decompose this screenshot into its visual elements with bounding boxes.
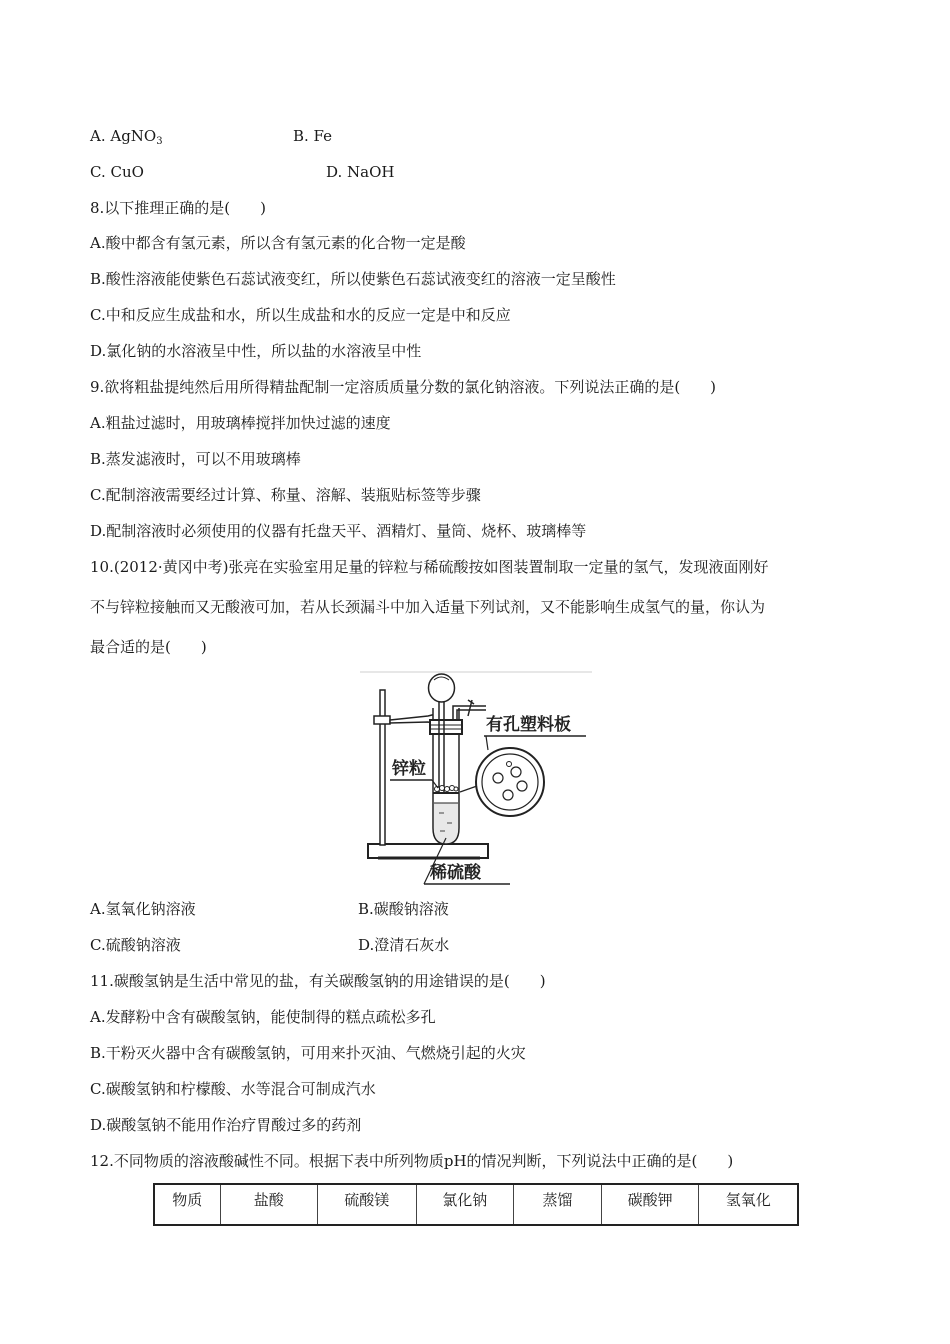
q11-option-b: B.干粉灭火器中含有碳酸氢钠，可用来扑灭油、气燃烧引起的火灾 — [90, 1044, 526, 1062]
q10-option-d: D.澄清石灰水 — [358, 936, 450, 954]
table-header-cell: 碳酸钾 — [601, 1184, 699, 1225]
q10-stem-line2: 不与锌粒接触而又无酸液可加，若从长颈漏斗中加入适量下列试剂，又不能影响生成氢气的量，你认为 — [90, 598, 766, 616]
q9-stem: 9.欲将粗盐提纯然后用所得精盐配制一定溶质质量分数的氯化钠溶液。下列说法正确的是( ) — [90, 378, 717, 396]
q9-option-b: B.蒸发滤液时，可以不用玻璃棒 — [90, 450, 301, 468]
plate-hole — [493, 773, 503, 783]
q10-option-b: B.碳酸钠溶液 — [358, 900, 449, 918]
plate-magnified — [476, 748, 544, 816]
apparatus-diagram — [360, 668, 600, 890]
q7-option-d: D. NaOH — [326, 163, 395, 181]
q10-stem-line3: 最合适的是( ) — [90, 638, 207, 656]
rubber-stopper — [430, 720, 462, 734]
q12-stem: 12.不同物质的溶液酸碱性不同。根据下表中所列物质pH的情况判断，下列说法中正确的是( ) — [90, 1152, 734, 1170]
apparatus-figure — [360, 668, 600, 890]
table-header-cell: 氯化钠 — [416, 1184, 514, 1225]
acid-liquid — [434, 803, 458, 843]
q9-option-c: C.配制溶液需要经过计算、称量、溶解、装瓶贴标签等步骤 — [90, 486, 481, 504]
q10-stem-line1: 10.(2012·黄冈中考)张亮在实验室用足量的锌粒与稀硫酸按如图装置制取一定量的氢气，发现液面刚好 — [90, 558, 769, 576]
table-header-cell: 盐酸 — [220, 1184, 318, 1225]
q10-option-a: A.氢氧化钠溶液 — [90, 900, 196, 918]
q9-option-a: A.粗盐过滤时，用玻璃棒搅拌加快过滤的速度 — [90, 414, 391, 432]
funnel-bulb — [429, 674, 455, 702]
plate-hole — [511, 767, 521, 777]
zinc-granule — [454, 787, 458, 791]
table-header-cell: 硫酸镁 — [318, 1184, 417, 1225]
plate-hole — [517, 781, 527, 791]
clamp-boss — [374, 716, 390, 724]
label-zinc: 锌粒 — [392, 759, 426, 779]
label-plate: 有孔塑料板 — [486, 715, 571, 735]
q8-option-d: D.氯化钠的水溶液呈中性，所以盐的水溶液呈中性 — [90, 342, 422, 360]
table-row — [154, 1184, 798, 1225]
q8-option-b: B.酸性溶液能使紫色石蕊试液变红，所以使紫色石蕊试液变红的溶液一定呈酸性 — [90, 270, 616, 288]
zinc-granule — [445, 787, 450, 792]
q7-option-a — [90, 127, 163, 151]
zinc-granule — [440, 786, 445, 791]
q8-option-a: A.酸中都含有氢元素，所以含有氢元素的化合物一定是酸 — [90, 234, 466, 252]
q11-option-c: C.碳酸氢钠和柠檬酸、水等混合可制成汽水 — [90, 1080, 376, 1098]
q9-option-d: D.配制溶液时必须使用的仪器有托盘天平、酒精灯、量筒、烧杯、玻璃棒等 — [90, 522, 587, 540]
q8-stem: 8.以下推理正确的是( ) — [90, 199, 267, 217]
stand-base — [368, 844, 488, 858]
table-header-cell: 物质 — [154, 1184, 220, 1225]
ph-table — [153, 1183, 799, 1226]
q11-stem: 11.碳酸氢钠是生活中常见的盐，有关碳酸氢钠的用途错误的是( ) — [90, 972, 546, 990]
q11-option-d: D.碳酸氢钠不能用作治疗胃酸过多的药剂 — [90, 1116, 362, 1134]
q10-option-c: C.硫酸钠溶液 — [90, 936, 181, 954]
q11-option-a: A.发酵粉中含有碳酸氢钠，能使制得的糕点疏松多孔 — [90, 1008, 436, 1026]
q7-option-a-subscript: 3 — [156, 136, 163, 147]
plate-hole — [503, 790, 513, 800]
q7-option-b: B. Fe — [293, 127, 333, 145]
label-acid: 稀硫酸 — [430, 863, 481, 883]
stand-rod — [380, 690, 385, 845]
magnify-pointer — [460, 786, 477, 792]
table-header-cell: 氢氧化 — [699, 1184, 798, 1225]
q8-option-c: C.中和反应生成盐和水，所以生成盐和水的反应一定是中和反应 — [90, 306, 511, 324]
q7-option-a-text: A. AgNO — [90, 127, 157, 145]
q7-option-c: C. CuO — [90, 163, 144, 181]
table-header-cell: 蒸馏 — [514, 1184, 602, 1225]
plate-hole — [507, 762, 512, 767]
